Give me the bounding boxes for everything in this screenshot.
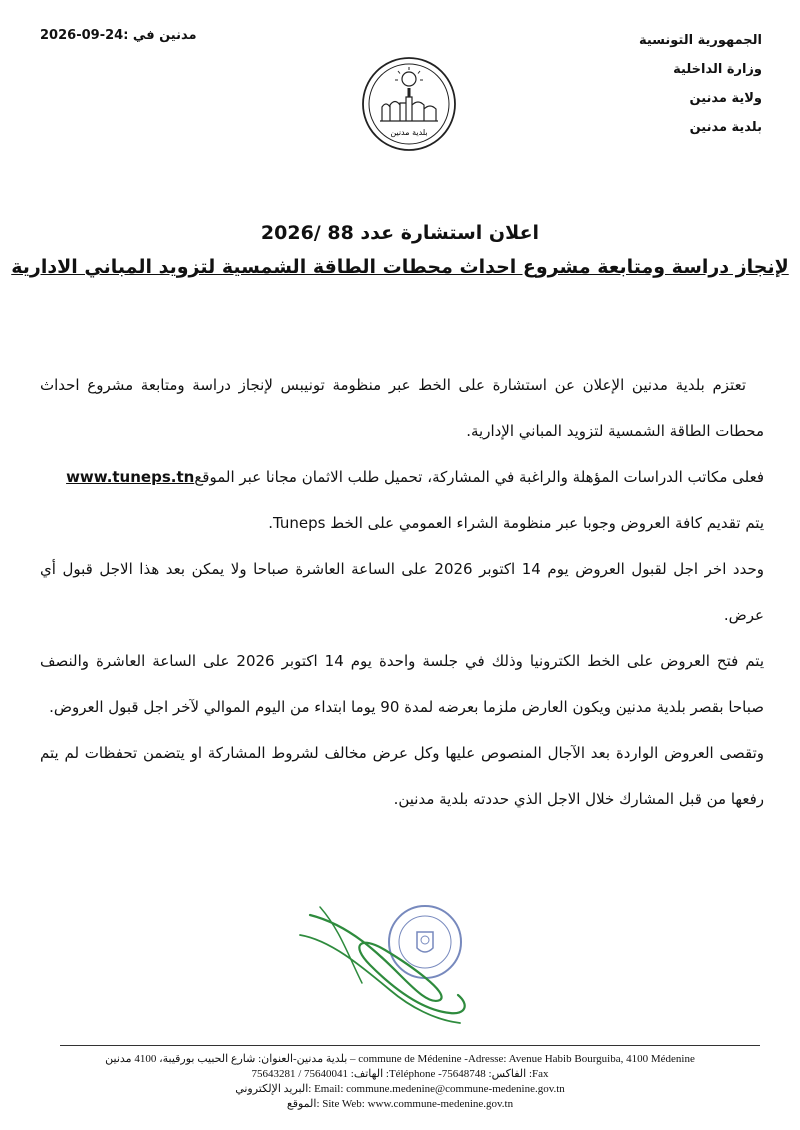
paragraph-intro: تعتزم بلدية مدنين الإعلان عن استشارة على الخط عبر منظومة تونيبس لإنجاز دراسة ومتابعة مشروع احداث محطات الطاقة الشمسية لتزويد المباني الإدارية.	[40, 376, 764, 440]
signature	[290, 895, 480, 1035]
municipality-logo	[360, 55, 458, 153]
paragraph-download-text: فعلى مكاتب الدراسات المؤهلة والراغبة في المشاركة، تحميل طلب الاثمان مجانا عبر الموقع	[194, 468, 764, 486]
title-line-2: لإنجاز دراسة ومتابعة مشروع احداث محطات الطاقة الشمسية لتزويد المباني الادارية	[11, 256, 789, 278]
paragraph-exclusion: وتقصى العروض الواردة بعد الآجال المنصوص عليها وكل عرض مخالف لشروط المشاركة او يتضمن تحفظات لم يتم رفعها من قبل المشارك خلال الاجل الذي حددته بلدية مدنين.	[40, 744, 764, 808]
letterhead-governorate: ولاية مدنين	[689, 91, 762, 106]
letterhead-municipality: بلدية مدنين	[689, 120, 762, 135]
paragraph-download	[40, 454, 764, 500]
tuneps-link[interactable]: www.tuneps.tn	[66, 468, 195, 486]
paragraph-submission: يتم تقديم كافة العروض وجوبا عبر منظومة الشراء العمومي على الخط Tuneps.	[268, 514, 764, 532]
title-line-1: اعلان استشارة عدد 88 /2026	[260, 222, 540, 244]
footer-website[interactable]: الموقع: Site Web: www.commune-medenine.gov.tn	[286, 1098, 514, 1110]
document-date: مدنين في :24-09-2026	[40, 28, 197, 43]
footer-email[interactable]: البريد الإلكتروني: Email: commune.medenine@commune-medenine.gov.tn	[235, 1083, 565, 1095]
footer-phone-fax: الهاتف: 75640041 / 75643281 :Téléphone -الفاكس: 75648748 :Fax	[251, 1068, 549, 1080]
paragraph-opening: يتم فتح العروض على الخط الكترونيا وذلك في جلسة واحدة يوم 14 اكتوبر 2026 على الساعة العاشرة والنصف صباحا بقصر بلدية مدنين ويكون العارض ملزما بعرضه لمدة 90 يوما ابتداء من اليوم الموالي لآخر اجل قبول العروض.	[40, 652, 765, 716]
announcement-title	[0, 222, 800, 278]
logo-caption: بلدية مدنين	[390, 128, 428, 137]
announcement-body	[40, 362, 764, 822]
footer-contact	[0, 1052, 800, 1112]
footer-divider	[60, 1045, 760, 1046]
paragraph-deadline: وحدد اخر اجل لقبول العروض يوم 14 اكتوبر 2026 على الساعة العاشرة صباحا ولا يمكن بعد هذا الاجل قبول أي عرض.	[40, 560, 764, 624]
letterhead-republic: الجمهورية التونسية	[638, 33, 762, 48]
letterhead	[639, 26, 762, 142]
letterhead-ministry: وزارة الداخلية	[673, 62, 762, 77]
footer-address: بلدية مدنين-العنوان: شارع الحبيب بورقيبة، 4100 مدنين – commune de Médenine -Adresse: Avenue Habib Bourguiba, 4100 Médenine	[105, 1053, 695, 1065]
